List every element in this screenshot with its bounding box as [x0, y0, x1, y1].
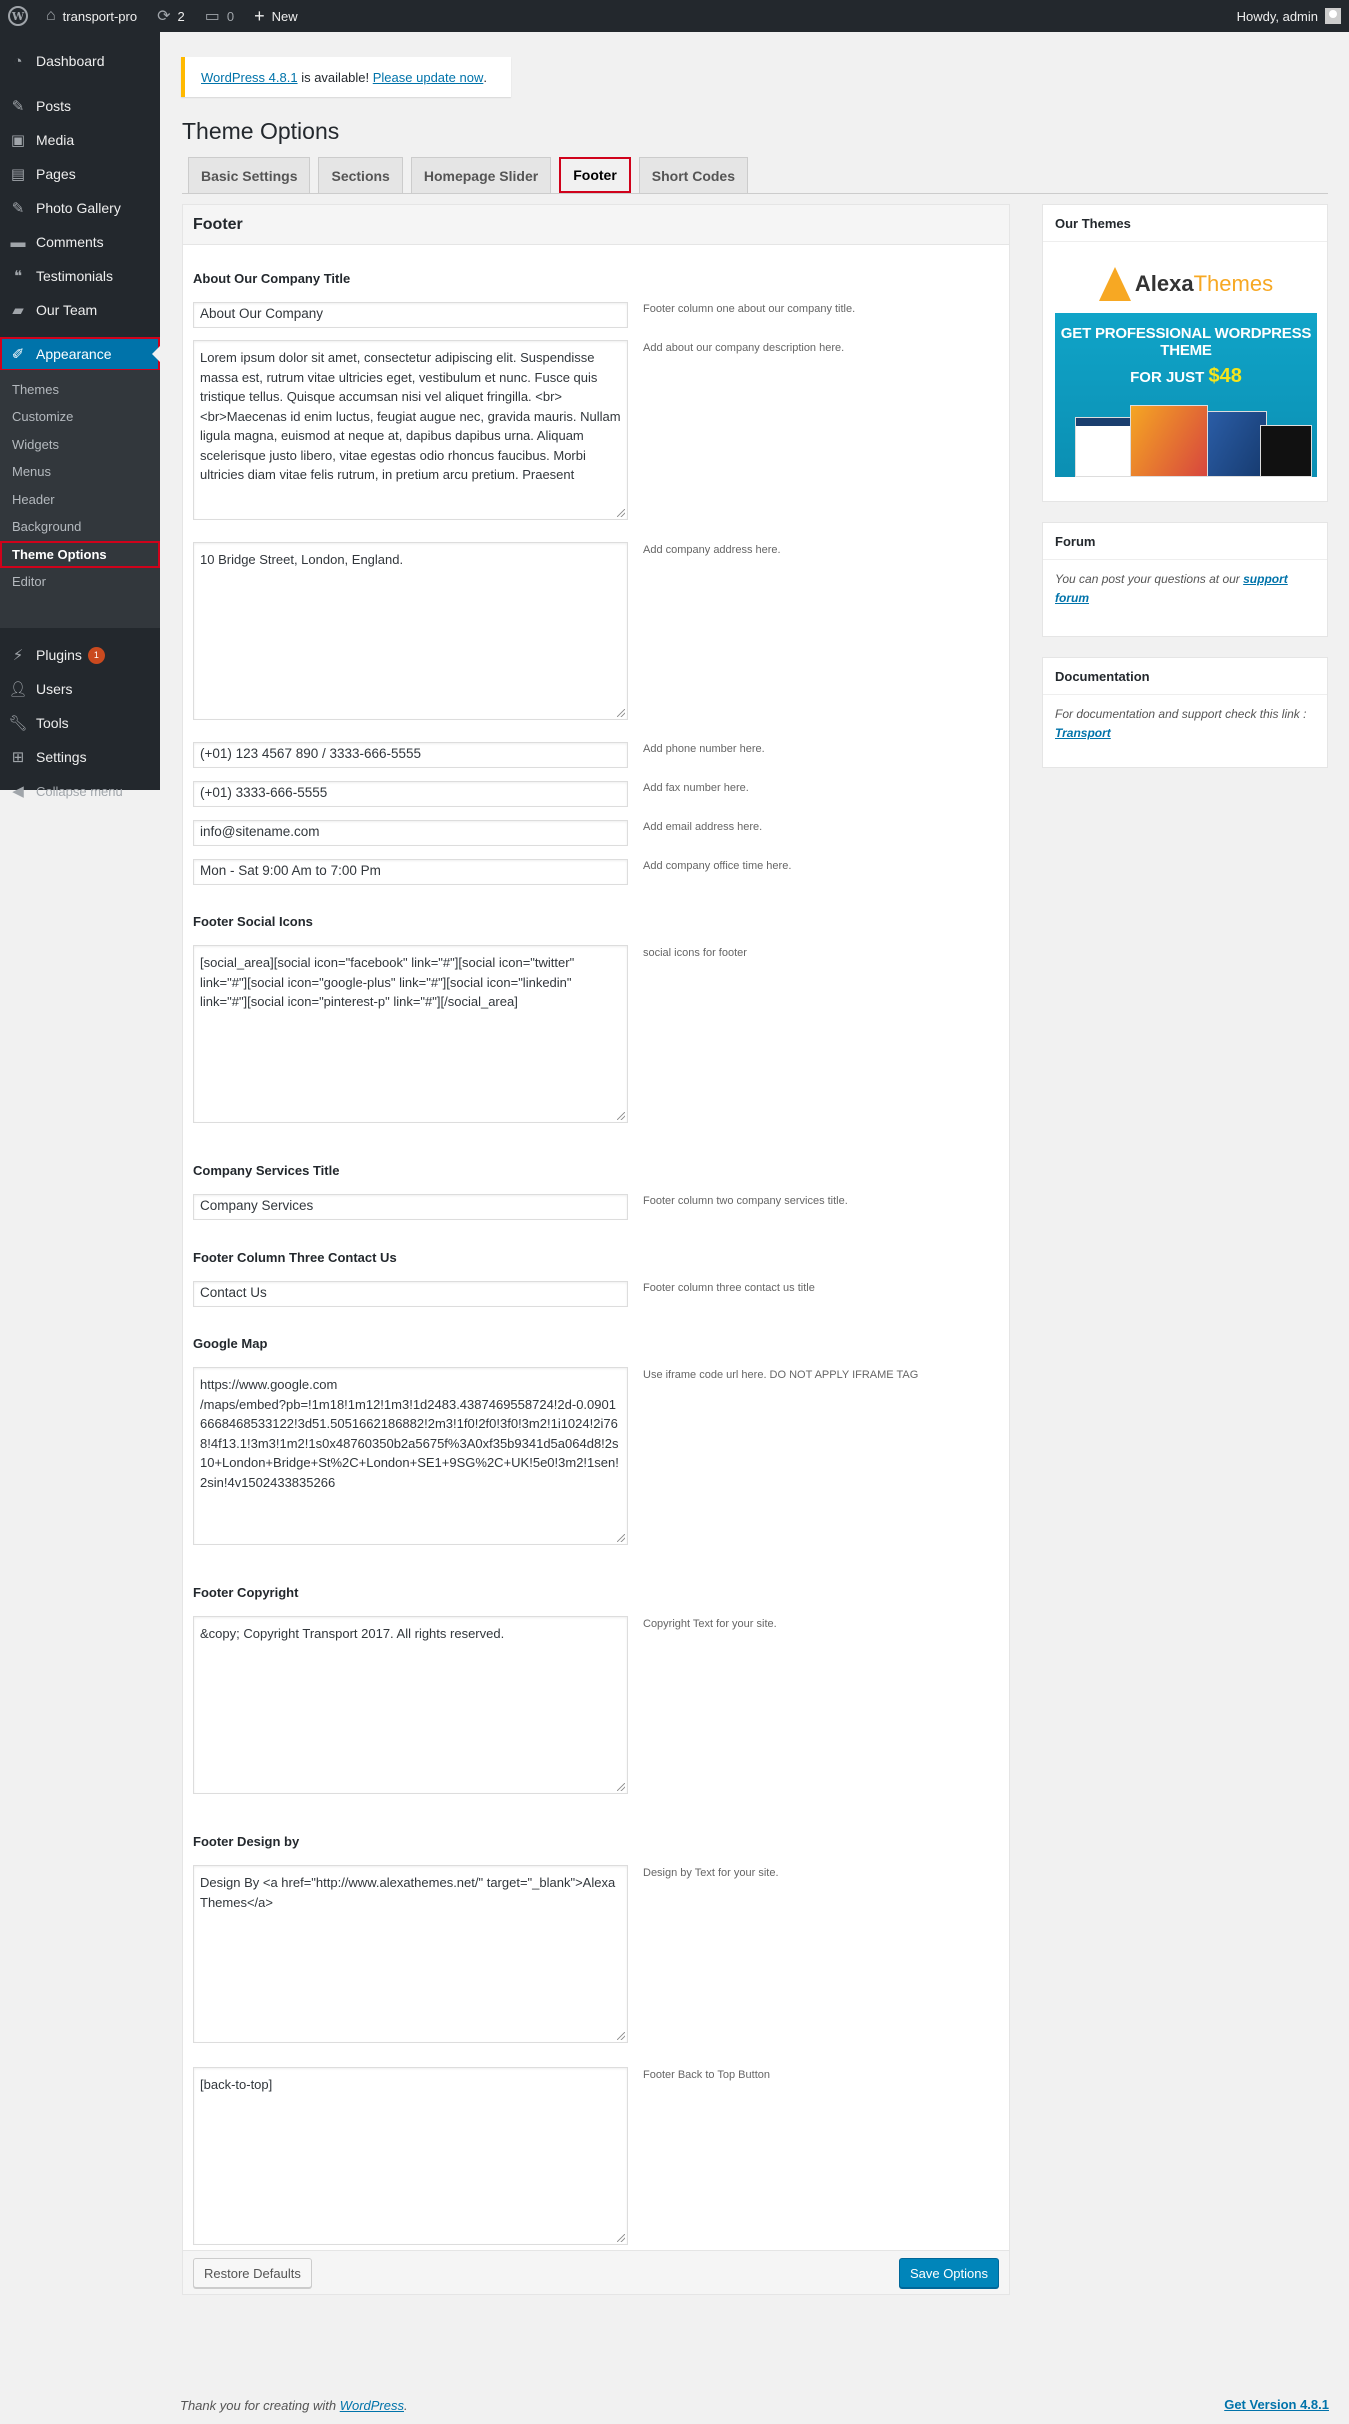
- copyright-label: Footer Copyright: [193, 1585, 299, 1600]
- get-version-link[interactable]: Get Version 4.8.1: [1224, 2397, 1329, 2412]
- about-title-input[interactable]: About Our Company: [193, 302, 628, 328]
- plugins-update-badge: 1: [88, 647, 105, 664]
- sidebar-item-users[interactable]: 👤︎ Users: [0, 672, 160, 706]
- user-icon: 👤︎: [8, 681, 28, 698]
- new-label: New: [271, 8, 298, 24]
- triangle-logo-icon: [1099, 267, 1131, 301]
- admin-sidebar: [0, 32, 160, 800]
- phone-hint: Add phone number here.: [643, 743, 765, 755]
- promo-price: $48: [1208, 365, 1242, 387]
- admin-footer-text: Thank you for creating with WordPress.: [180, 2398, 408, 2413]
- updates-link[interactable]: [147, 0, 195, 32]
- comments-link[interactable]: [195, 0, 244, 32]
- sidebar-item-comments[interactable]: ▬ Comments: [0, 225, 160, 259]
- wordpress-logo-icon[interactable]: W: [0, 0, 36, 32]
- wordpress-version-link[interactable]: WordPress 4.8.1: [201, 69, 298, 85]
- tab-homepage-slider[interactable]: Homepage Slider: [411, 157, 551, 193]
- tab-sections[interactable]: Sections: [318, 157, 402, 193]
- update-now-link[interactable]: Please update now: [372, 69, 484, 85]
- site-name: transport-pro: [62, 8, 138, 24]
- address-textarea[interactable]: 10 Bridge Street, London, England.: [193, 542, 628, 720]
- social-icons-hint: social icons for footer: [643, 947, 747, 959]
- design-by-label: Footer Design by: [193, 1834, 300, 1849]
- phone-input[interactable]: (+01) 123 4567 890 / 3333-666-5555: [193, 742, 628, 768]
- media-icon: ▣: [10, 132, 26, 149]
- comment-icon: ▬: [10, 233, 26, 251]
- forum-text: You can post your questions at our support forum: [1055, 572, 1288, 605]
- design-by-hint: Design by Text for your site.: [643, 1867, 779, 1879]
- transport-docs-link[interactable]: Transport: [1055, 726, 1111, 740]
- about-description-textarea[interactable]: Lorem ipsum dolor sit amet, consectetur adipiscing elit. Suspendisse massa est, rutrum vitae ultricies eget, vestibulum et nunc. Fusce quis tristique tellus. Quisque accumsan nisi vel aliquet fringilla. <br><br>Maecenas id enim luctus, feugiat augue nec, gravida mauris. Nullam ligula magna, euismod at neque at, dapibus dapibus urna. Aliquam scelerisque justo libero, vitae egestas odio rhoncus faucibus. Morbi ultricies diam vitae felis rutrum, in pretium arcu pretium. Praesent: [193, 340, 628, 520]
- google-map-label: Google Map: [193, 1336, 268, 1351]
- alexa-themes-promo[interactable]: [1055, 255, 1317, 475]
- appearance-submenu: [0, 370, 160, 628]
- collapse-icon: ◀: [12, 783, 24, 800]
- page-title: Theme Options: [182, 118, 340, 144]
- our-themes-widget: [1042, 204, 1328, 502]
- design-by-textarea[interactable]: Design By <a href="http://www.alexathemes.net/" target="_blank">Alexa Themes</a>: [193, 1865, 628, 2043]
- email-input[interactable]: info@sitename.com: [193, 820, 628, 846]
- panel-title: Footer: [183, 205, 1009, 245]
- wrench-icon: 🔧︎: [8, 715, 28, 732]
- copyright-hint: Copyright Text for your site.: [643, 1618, 777, 1630]
- alexa-themes-logo: Alexa Themes: [1055, 255, 1317, 313]
- pin-icon: ✎: [11, 98, 25, 115]
- documentation-text: For documentation and support check this link : Transport: [1055, 707, 1307, 740]
- dashboard-icon: ◔: [13, 52, 23, 70]
- contact-title-hint: Footer column three contact us title: [643, 1282, 815, 1294]
- submenu-customize[interactable]: Customize: [12, 409, 74, 424]
- forum-widget: [1042, 522, 1328, 637]
- documentation-widget: [1042, 657, 1328, 768]
- sidebar-item-media[interactable]: ▣ Media: [0, 123, 160, 157]
- email-hint: Add email address here.: [643, 821, 763, 833]
- restore-defaults-button[interactable]: Restore Defaults: [193, 2258, 312, 2288]
- google-map-textarea[interactable]: https://www.google.com /maps/embed?pb=!1m18!1m12!1m3!1d2483.4387469558724!2d-0.09016668468533122!3d51.5051662186882!2m3!1f0!2f0!3f0!3m2!1i1024!2i768!4f13.1!3m3!1m2!1s0x48760350b2a5675f%3A0xf35b9341d5a064d8!2s10+London+Bridge+St%2C+London+SE1+9SG%2C+UK!5e0!3m2!1sen!2sin!4v1502433835266: [193, 1367, 628, 1545]
- about-title-hint: Footer column one about our company title.: [643, 303, 856, 315]
- page-icon: ▤: [10, 166, 26, 183]
- sidebar-item-our-team[interactable]: ▰ Our Team: [0, 293, 160, 327]
- back-to-top-hint: Footer Back to Top Button: [643, 2069, 770, 2081]
- updates-icon: ⟳: [157, 8, 171, 25]
- promo-banner: [1055, 313, 1317, 477]
- new-content-link[interactable]: [244, 0, 308, 32]
- sidebar-item-pages[interactable]: ▤ Pages: [0, 157, 160, 191]
- plus-icon: +: [254, 5, 265, 26]
- sidebar-item-settings[interactable]: ⊞ Settings: [0, 740, 160, 774]
- my-account-link[interactable]: [1227, 0, 1349, 32]
- sidebar-item-testimonials[interactable]: ❝ Testimonials: [0, 259, 160, 293]
- submenu-header[interactable]: Header: [12, 492, 55, 507]
- sidebar-item-tools[interactable]: 🔧︎ Tools: [0, 706, 160, 740]
- sidebar-item-plugins[interactable]: ⚡ Plugins 1: [0, 638, 160, 672]
- tab-basic-settings[interactable]: Basic Settings: [188, 157, 310, 193]
- services-title-input[interactable]: Company Services: [193, 1194, 628, 1220]
- notice-end: .: [483, 69, 487, 85]
- collapse-menu-button[interactable]: ◀ Collapse menu: [0, 774, 160, 808]
- theme-screenshot: [1075, 417, 1135, 477]
- forum-title: Forum: [1043, 523, 1327, 560]
- brush-icon: ✐: [11, 346, 25, 363]
- sidebar-item-dashboard[interactable]: ◔ Dashboard: [0, 44, 160, 78]
- office-time-input[interactable]: Mon - Sat 9:00 Am to 7:00 Pm: [193, 859, 628, 885]
- site-name-link[interactable]: [36, 0, 147, 32]
- social-icons-label: Footer Social Icons: [193, 914, 313, 929]
- promo-headline: GET PROFESSIONAL WORDPRESS THEME: [1060, 325, 1312, 359]
- copyright-textarea[interactable]: &copy; Copyright Transport 2017. All rights reserved.: [193, 1616, 628, 1794]
- pin-icon: ✎: [11, 200, 25, 217]
- options-tabs: [188, 157, 756, 193]
- our-themes-title: Our Themes: [1043, 205, 1327, 242]
- updates-count: 2: [177, 8, 185, 24]
- theme-screenshot: [1130, 405, 1208, 477]
- fax-input[interactable]: (+01) 3333-666-5555: [193, 781, 628, 807]
- comments-count: 0: [226, 8, 235, 24]
- tab-short-codes[interactable]: Short Codes: [639, 157, 748, 193]
- social-icons-textarea[interactable]: [social_area][social icon="facebook" link="#"][social icon="twitter" link="#"][social icon="google-plus" link="#"][social icon="linkedin" link="#"][social icon="pinterest-p" link="#"][/social_area]: [193, 945, 628, 1123]
- quote-icon: ❝: [13, 268, 23, 285]
- submenu-widgets[interactable]: Widgets: [12, 437, 59, 452]
- settings-icon: ⊞: [11, 749, 25, 766]
- team-icon: ▰: [12, 302, 24, 319]
- home-icon: ⌂: [46, 7, 56, 24]
- update-notice: [181, 57, 511, 97]
- promo-price-line: FOR JUST $48: [1130, 365, 1242, 387]
- notice-text: is available!: [297, 69, 373, 85]
- services-title-hint: Footer column two company services title.: [643, 1195, 848, 1207]
- sidebar-item-photo-gallery[interactable]: ✎ Photo Gallery: [0, 191, 160, 225]
- services-title-label: Company Services Title: [193, 1163, 340, 1178]
- submenu-background[interactable]: Background: [12, 519, 82, 534]
- sidebar-item-posts[interactable]: ✎ Posts: [0, 89, 160, 123]
- comment-icon: ▭: [204, 8, 220, 25]
- theme-screenshot: [1205, 411, 1267, 477]
- submenu-themes[interactable]: Themes: [12, 382, 59, 397]
- footer-options-panel: [182, 204, 1010, 2295]
- about-description-hint: Add about our company description here.: [643, 342, 845, 354]
- tabs-divider: [182, 193, 1328, 194]
- google-map-hint: Use iframe code url here. DO NOT APPLY IFRAME TAG: [643, 1369, 919, 1381]
- sidebar-item-appearance[interactable]: ✐ Appearance: [0, 337, 160, 371]
- submenu-menus[interactable]: Menus: [12, 464, 52, 479]
- about-title-label: About Our Company Title: [193, 271, 351, 286]
- theme-screenshot: [1260, 425, 1312, 477]
- plugin-icon: ⚡: [12, 647, 24, 664]
- address-hint: Add company address here.: [643, 544, 781, 556]
- submenu-editor[interactable]: Editor: [12, 574, 46, 589]
- support-forum-link[interactable]: support forum: [1055, 572, 1288, 605]
- contact-title-input[interactable]: Contact Us: [193, 1281, 628, 1307]
- howdy-text: Howdy, admin: [1236, 8, 1318, 24]
- panel-footer: [183, 2250, 1009, 2294]
- save-options-button[interactable]: Save Options: [899, 2258, 999, 2288]
- avatar: [1325, 8, 1341, 24]
- office-time-hint: Add company office time here.: [643, 860, 792, 872]
- tab-footer[interactable]: Footer: [559, 157, 631, 193]
- submenu-theme-options[interactable]: Theme Options: [0, 541, 160, 568]
- contact-title-label: Footer Column Three Contact Us: [193, 1250, 397, 1265]
- wordpress-link[interactable]: WordPress: [339, 2398, 404, 2413]
- fax-hint: Add fax number here.: [643, 782, 749, 794]
- admin-bar: [0, 0, 1349, 32]
- back-to-top-textarea[interactable]: [back-to-top]: [193, 2067, 628, 2245]
- documentation-title: Documentation: [1043, 658, 1327, 695]
